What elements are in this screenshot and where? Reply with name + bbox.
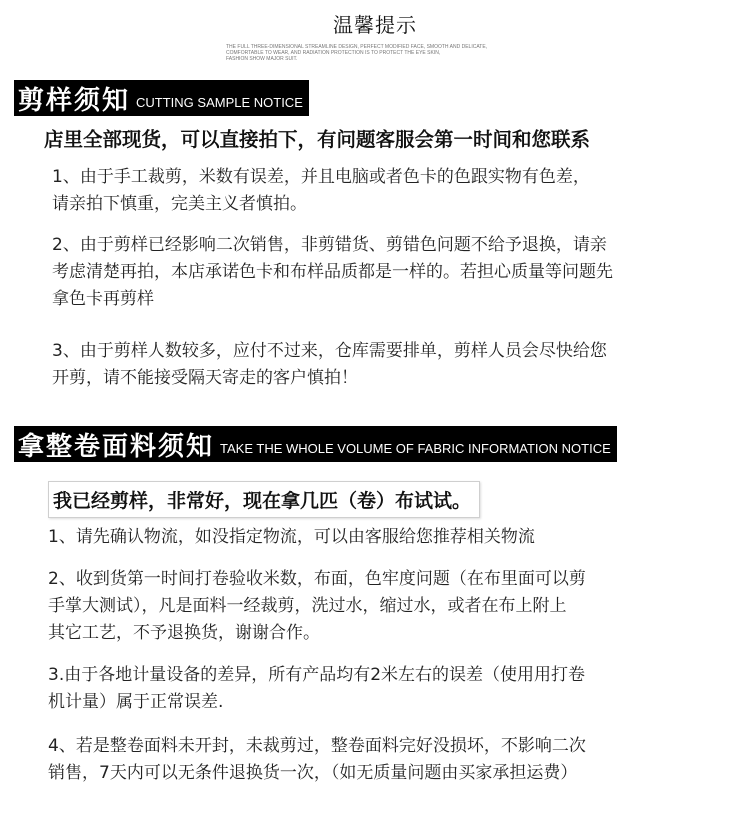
fine-print-line: FASHION SHOW MAJOR SUIT. (226, 56, 298, 62)
fine-print (226, 44, 526, 62)
cutting-item-1 (52, 164, 590, 218)
volume-section-header (14, 426, 617, 462)
item-line: 请亲拍下慎重，完美主义者慎拍。 (52, 194, 307, 214)
item-line: 考虑清楚再拍，本店承诺色卡和布样品质都是一样的。若担心质量等问题先 (52, 262, 613, 282)
volume-title-cn: 拿整卷面料须知 (18, 431, 215, 462)
item-line: 4、若是整卷面料未开封，未裁剪过，整卷面料完好没损坏，不影响二次 (48, 736, 586, 756)
item-line: 3.由于各地计量设备的差异，所有产品均有2米左右的误差（使用用打卷 (48, 665, 586, 685)
item-line: 2、由于剪样已经影响二次销售，非剪错货、剪错色问题不给予退换，请亲 (52, 235, 607, 255)
volume-item-2 (48, 566, 586, 647)
volume-item-4 (48, 733, 586, 787)
item-line: 销售，7天内可以无条件退换货一次，（如无质量问题由买家承担运费） (48, 763, 578, 783)
item-line: 手掌大测试），凡是面料一经裁剪，洗过水，缩过水，或者在布上附上 (48, 596, 567, 616)
volume-title-en: TAKE THE WHOLE VOLUME OF FABRIC INFORMATION NOTICE (220, 440, 611, 456)
fine-print-line: THE FULL THREE-DIMENSIONAL STREAMLINE DESIGN, PERFECT MODIFIED FACE, SMOOTH AND DELICATE, (226, 44, 488, 50)
cutting-title-en: CUTTING SAMPLE NOTICE (136, 94, 303, 110)
item-line: 1、请先确认物流，如没指定物流，可以由客服给您推荐相关物流 (48, 527, 535, 547)
volume-item-3 (48, 662, 585, 716)
cutting-item-3 (52, 338, 607, 392)
page-title: 温馨提示 (333, 13, 417, 37)
cutting-section-header (14, 80, 309, 116)
cutting-title-cn: 剪样须知 (18, 85, 131, 116)
item-line: 开剪，请不能接受隔天寄走的客户慎拍！ (52, 368, 358, 388)
item-line: 其它工艺，不予退换货，谢谢合作。 (48, 623, 320, 643)
fine-print-line: COMFORTABLE TO WEAR, AND RADIATION PROTECTION IS TO PROTECT THE EYE SKIN, (226, 50, 441, 56)
item-line: 1、由于手工裁剪，米数有误差，并且电脑或者色卡的色跟实物有色差， (52, 167, 590, 187)
item-line: 机计量）属于正常误差. (48, 692, 224, 712)
cutting-item-2 (52, 232, 613, 313)
cutting-banner: 店里全部现货，可以直接拍下，有问题客服会第一时间和您联系 (44, 128, 591, 151)
volume-item-1 (48, 524, 535, 551)
item-line: 3、由于剪样人数较多，应付不过来，仓库需要排单，剪样人员会尽快给您 (52, 341, 607, 361)
item-line: 拿色卡再剪样 (52, 289, 154, 309)
item-line: 2、收到货第一时间打卷验收米数，布面，色牢度问题（在布里面可以剪 (48, 569, 586, 589)
volume-banner: 我已经剪样，非常好，现在拿几匹（卷）布试试。 (48, 481, 480, 518)
